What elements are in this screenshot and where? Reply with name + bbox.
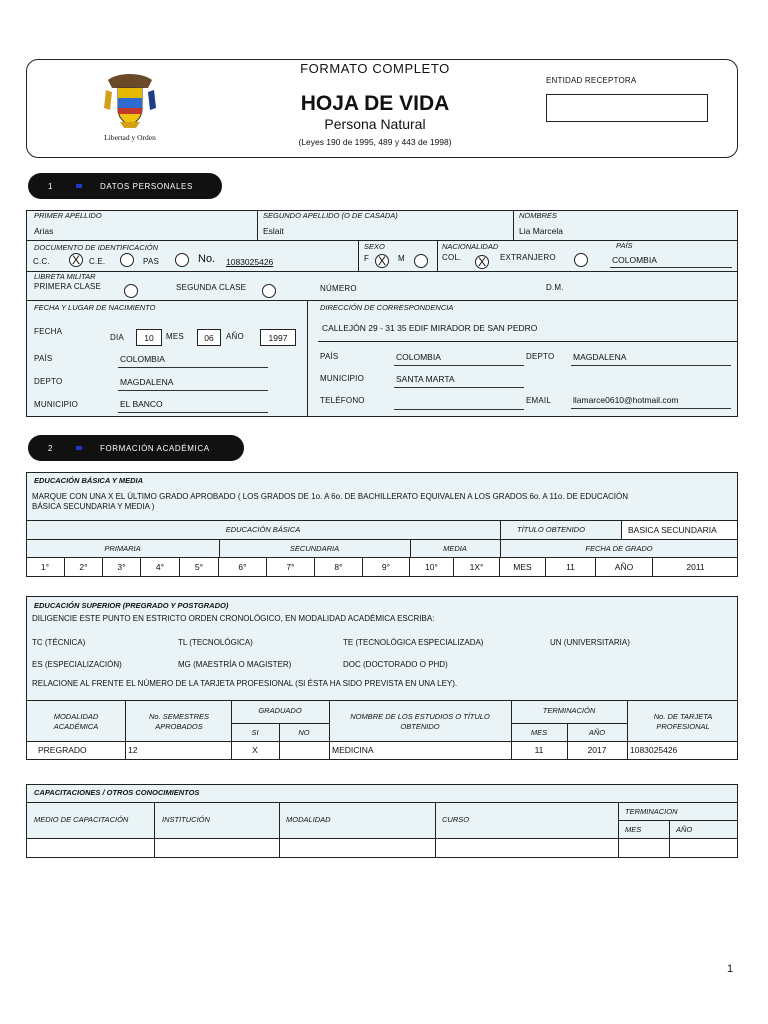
divider	[618, 802, 619, 858]
modalidad-te: TE (TECNOLÓGICA ESPECIALIZADA)	[343, 638, 484, 647]
direccion-label: DIRECCIÓN DE CORRESPONDENCIA	[320, 303, 454, 312]
divider	[307, 300, 308, 417]
col-modalidad: MODALIDAD ACADÉMICA	[53, 712, 99, 731]
grado-cell[interactable]: 3°	[103, 557, 141, 577]
col-terminacion: TERMINACIÓN	[542, 706, 596, 715]
primera-clase-radio[interactable]	[124, 284, 138, 298]
cap-institucion: INSTITUCIÓN	[162, 815, 210, 824]
basica-instr2: BÁSICA SECUNDARIA Y MEDIA )	[32, 502, 155, 511]
modalidad-es: ES (ESPECIALIZACIÓN)	[32, 660, 122, 669]
divider	[26, 271, 738, 272]
relacione-instr: RELACIONE AL FRENTE EL NÚMERO DE LA TARJETA PROFESIONAL (SI ÉSTA HA SIDO PREVISTA EN UNA LEY).	[32, 679, 458, 688]
sexo-m-radio[interactable]	[414, 254, 428, 268]
m-label: M	[398, 254, 405, 263]
logo-caption: Libertad y Orden	[104, 133, 156, 142]
cc-label: C.C.	[33, 257, 50, 266]
modalidad-tc: TC (TÉCNICA)	[32, 638, 86, 647]
grado-mes-label: MES	[500, 557, 546, 577]
dir-municipio-field[interactable]: SANTA MARTA	[396, 374, 455, 384]
dia-label: DIA	[110, 333, 124, 342]
grado-cell[interactable]: 4°	[141, 557, 180, 577]
section2-pill	[28, 435, 244, 461]
divider	[257, 210, 258, 240]
section2-title: FORMACIÓN ACADÉMICA	[100, 444, 210, 453]
nac-pais-underline	[118, 367, 268, 368]
ce-label: C.E.	[89, 257, 106, 266]
grados-row	[26, 557, 738, 577]
dir-pais-label: PAÍS	[320, 352, 339, 361]
primer-apellido-field[interactable]: Arias	[34, 226, 54, 236]
nombres-field[interactable]: Lia Marcela	[519, 226, 563, 236]
nac-municipio-underline	[118, 412, 268, 413]
divider	[154, 802, 155, 858]
nacionalidad-extranjero-radio[interactable]	[574, 253, 588, 267]
divider	[26, 539, 738, 540]
dir-depto-underline	[571, 365, 731, 366]
nacionalidad-label: NACIONALIDAD	[442, 242, 499, 251]
modalidad-un: UN (UNIVERSITARIA)	[550, 638, 630, 647]
divider	[437, 240, 438, 271]
pais-underline	[610, 267, 732, 268]
email-field[interactable]: llamarce0610@hotmail.com	[573, 395, 679, 405]
cap-mes: MES	[625, 825, 642, 834]
divider	[231, 723, 329, 724]
titulo-obtenido-field[interactable]: BASICA SECUNDARIA	[628, 525, 717, 535]
nac-municipio-label: MUNICIPIO	[34, 400, 79, 409]
laws-caption: (Leyes 190 de 1995, 489 y 443 de 1998)	[298, 137, 452, 147]
divider	[435, 802, 436, 858]
fecha-label: FECHA	[34, 327, 63, 336]
col-mes: MES	[530, 728, 548, 737]
pais-label: PAÍS	[616, 241, 633, 250]
grado-cell[interactable]: 6°	[219, 557, 267, 577]
modalidad-doc: DOC (DOCTORADO O PHD)	[343, 660, 448, 669]
superior-instr: DILIGENCIE ESTE PUNTO EN ESTRICTO ORDEN CRONOLÓGICO, EN MODALIDAD ACADÉMICA ESCRIBA:	[32, 614, 435, 623]
divider	[500, 520, 501, 539]
segunda-clase-label: SEGUNDA CLASE	[176, 283, 247, 292]
primera-clase-label: PRIMERA CLASE	[34, 282, 102, 291]
divider	[26, 802, 738, 803]
grado-cell[interactable]: 2°	[65, 557, 103, 577]
segunda-clase-radio[interactable]	[262, 284, 276, 298]
extranjero-label: EXTRANJERO	[500, 253, 556, 262]
documento-label: DOCUMENTO DE IDENTIFICACIÓN	[34, 243, 159, 252]
formato-label: FORMATO COMPLETO	[300, 61, 450, 76]
grado-cell[interactable]: 1°	[26, 557, 65, 577]
basica-title: EDUCACIÓN BÁSICA Y MEDIA	[34, 476, 144, 485]
dm-label: D.M.	[546, 283, 564, 292]
telefono-label: TELÉFONO	[320, 396, 365, 405]
entidad-field[interactable]	[546, 94, 708, 122]
section1-number: 1	[48, 182, 54, 191]
capacitaciones-title: CAPACITACIONES / OTROS CONOCIMIENTOS	[34, 788, 200, 797]
pas-label: PAS	[143, 257, 160, 266]
divider	[669, 820, 670, 858]
anio-field[interactable]: 1997	[260, 329, 296, 346]
f-label: F	[364, 254, 370, 263]
cap-curso: CURSO	[442, 815, 470, 824]
libreta-label: LIBRETA MILITAR	[34, 272, 96, 281]
nacimiento-label: FECHA Y LUGAR DE NACIMIENTO	[34, 303, 156, 312]
segundo-apellido-field[interactable]: Eslait	[263, 226, 284, 236]
grado-cell[interactable]: 1X°	[454, 557, 500, 577]
divider	[329, 700, 330, 760]
nombres-label: NOMBRES	[519, 211, 557, 220]
col-si: SI	[251, 728, 259, 737]
divider	[358, 240, 359, 271]
coat-of-arms-logo	[98, 70, 162, 142]
primer-apellido-label: PRIMER APELLIDO	[34, 211, 102, 220]
row-semestres[interactable]: 12	[128, 745, 138, 755]
sexo-label: SEXO	[364, 242, 385, 251]
col-tarjeta: No. DE TARJETA PROFESIONAL	[653, 712, 713, 731]
row-tarjeta[interactable]: 1083025426	[630, 745, 678, 755]
section1-pill	[28, 173, 222, 199]
mes-field[interactable]: 06	[197, 329, 221, 346]
row-nombre[interactable]: MEDICINA	[332, 745, 374, 755]
modalidad-tl: TL (TECNOLÓGICA)	[178, 638, 253, 647]
row-mes[interactable]: 11	[534, 745, 544, 755]
grado-cell[interactable]: 9°	[363, 557, 410, 577]
titulo-obtenido-label: TÍTULO OBTENIDO	[517, 525, 585, 534]
anio-label: AÑO	[226, 332, 244, 341]
mes-label: MES	[166, 332, 184, 341]
email-underline	[571, 408, 731, 409]
no-label: No.	[198, 253, 216, 265]
nac-depto-label: DEPTO	[34, 377, 63, 386]
dir-municipio-underline	[394, 387, 524, 388]
superior-title: EDUCACIÓN SUPERIOR (PREGRADO Y POSTGRADO)	[34, 601, 229, 610]
divider	[318, 341, 738, 342]
row-si[interactable]: X	[252, 745, 258, 755]
divider	[26, 700, 738, 701]
section1-bar	[76, 184, 82, 188]
edu-basica-label: EDUCACIÓN BÁSICA	[225, 525, 301, 534]
email-label: EMAIL	[526, 396, 552, 405]
divider	[513, 210, 514, 240]
grado-cell[interactable]: 7°	[267, 557, 315, 577]
dir-depto-field[interactable]: MAGDALENA	[573, 352, 627, 362]
cc-radio[interactable]	[69, 253, 83, 267]
capacitaciones-row-bg	[27, 839, 737, 857]
cap-terminacion: TERMINACION	[625, 807, 678, 816]
nacionalidad-col-radio[interactable]	[475, 255, 489, 269]
divider	[618, 820, 738, 821]
col-nombre: NOMBRE DE LOS ESTUDIOS O TÍTULO OBTENIDO	[350, 712, 490, 731]
page-subtitle: Persona Natural	[324, 116, 426, 132]
cap-modalidad: MODALIDAD	[286, 815, 331, 824]
grado-anio-field[interactable]: 2011	[686, 562, 705, 572]
nac-municipio-field[interactable]: EL BANCO	[120, 399, 163, 409]
col-anio: AÑO	[588, 728, 606, 737]
section1-title: DATOS PERSONALES	[100, 182, 193, 191]
row-modalidad[interactable]: PREGRADO	[38, 745, 87, 755]
segundo-apellido-label: SEGUNDO APELLIDO (O DE CASADA)	[263, 211, 398, 220]
nac-depto-underline	[118, 390, 268, 391]
fecha-grado-label: FECHA DE GRADO	[585, 544, 653, 553]
basica-instr: MARQUE CON UNA X EL ÚLTIMO GRADO APROBADO ( LOS GRADOS DE 1o. A 6o. DE BACHILLERATO EQUIVALEN A LOS GRADOS 6o. A 11o. DE EDUCACIÓN	[32, 492, 629, 501]
nac-pais-field[interactable]: COLOMBIA	[120, 354, 165, 364]
col-no: NO	[298, 728, 310, 737]
primaria-label: PRIMARIA	[104, 544, 141, 553]
grado-cell[interactable]: 10°	[410, 557, 454, 577]
cap-medio: MEDIO DE CAPACITACIÓN	[34, 815, 129, 824]
pas-radio[interactable]	[175, 253, 189, 267]
section2-number: 2	[48, 444, 54, 453]
divider	[26, 300, 738, 301]
section2-bar	[76, 446, 82, 450]
cap-anio: AÑO	[676, 825, 693, 834]
divider	[627, 700, 628, 760]
sexo-f-radio[interactable]	[375, 254, 389, 268]
dir-municipio-label: MUNICIPIO	[320, 374, 365, 383]
media-label: MEDIA	[443, 544, 467, 553]
col-label: COL.	[442, 253, 462, 262]
dia-field[interactable]: 10	[136, 329, 162, 346]
page-number: 1	[727, 963, 734, 975]
divider	[511, 723, 627, 724]
page-title: HOJA DE VIDA	[300, 92, 450, 115]
dir-pais-field[interactable]: COLOMBIA	[396, 352, 441, 362]
ce-radio[interactable]	[120, 253, 134, 267]
grado-anio-label: AÑO	[596, 557, 653, 577]
row-anio[interactable]: 2017	[587, 745, 607, 755]
grado-cell[interactable]: 5°	[180, 557, 219, 577]
numero-label: NÚMERO	[320, 284, 357, 293]
telefono-underline	[394, 409, 524, 410]
divider	[279, 802, 280, 858]
grado-cell[interactable]: 8°	[315, 557, 363, 577]
nac-pais-label: PAÍS	[34, 354, 53, 363]
dir-pais-underline	[394, 365, 524, 366]
pais-field[interactable]: COLOMBIA	[612, 255, 657, 265]
grado-mes-field[interactable]: 11	[546, 557, 596, 577]
divider	[125, 700, 126, 760]
documento-numero-field[interactable]: 1083025426	[226, 257, 274, 267]
col-graduado: GRADUADO	[258, 706, 302, 715]
entidad-label: ENTIDAD RECEPTORA	[546, 76, 637, 85]
direccion-field[interactable]: CALLEJÓN 29 - 31 35 EDIF MIRADOR DE SAN PEDRO	[322, 323, 538, 333]
col-semestres: No. SEMESTRES APROBADOS	[148, 712, 209, 731]
dir-depto-label: DEPTO	[526, 352, 555, 361]
secundaria-label: SECUNDARIA	[289, 544, 340, 553]
nac-depto-field[interactable]: MAGDALENA	[120, 377, 174, 387]
modalidad-mg: MG (MAESTRÍA O MAGISTER)	[178, 660, 292, 669]
